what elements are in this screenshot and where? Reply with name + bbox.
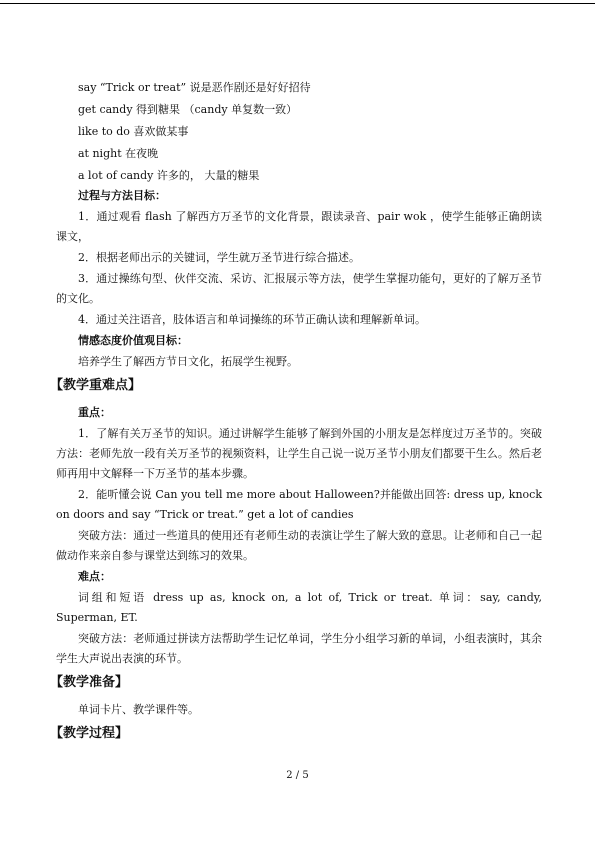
process-section-title: 【教学过程】: [50, 726, 129, 741]
document-body: [50, 78, 542, 751]
process-goal-item: 1．通过观看 flash 了解西方万圣节的文化背景，跟读录音、pair wok ，使学生能够正确朗读课文，: [56, 210, 542, 243]
process-goal-item: 4．通过关注语音，肢体语言和单词操练的环节正确认读和理解新单词。: [78, 313, 426, 326]
header-rule: [0, 3, 595, 4]
emotion-goals-heading: 情感态度价值观目标：: [78, 334, 188, 347]
key-point-item: 1．了解有关万圣节的知识。通过讲解学生能够了解到外国的小朋友是怎样度过万圣节的。突破方法：老师先放一段有关万圣节的视频资料，让学生自己说一说万圣节小朋友们都要干生么。然后老师再用中文解释一下万圣节的基本步骤。: [56, 427, 542, 480]
key-difficult-section-title: 【教学重难点】: [50, 378, 142, 393]
difficult-points-heading: 难点：: [78, 570, 111, 583]
key-point-item: 2．能听懂会说 Can you tell me more about Halloween?并能做出回答: dress up, knock on doors and say “Trick or treat.” get a lot of candies: [56, 488, 542, 521]
difficult-point-text: 词组和短语 dress up as, knock on, a lot of, Trick or treat. 单词：say, candy, Superman, ET.: [56, 591, 542, 624]
vocab-item: get candy 得到糖果 （candy 单复数一致）: [78, 103, 298, 116]
vocab-item: a lot of candy 许多的， 大量的糖果: [78, 169, 260, 182]
process-goal-item: 2．根据老师出示的关键词，学生就万圣节进行综合描述。: [78, 251, 360, 264]
key-points-heading: 重点：: [78, 406, 111, 419]
vocab-item: at night 在夜晚: [78, 147, 159, 160]
key-point-method: 突破方法：通过一些道具的使用还有老师生动的表演让学生了解大致的意思。让老师和自己一起做动作来亲自参与课堂达到练习的效果。: [56, 529, 542, 562]
difficult-point-method: 突破方法：老师通过拼读方法帮助学生记忆单词，学生分小组学习新的单词，小组表演时，其余学生大声说出表演的环节。: [56, 632, 542, 665]
page-number: 2 / 5: [286, 770, 309, 781]
vocabulary-list: [56, 78, 542, 186]
process-goals-heading: 过程与方法目标：: [78, 189, 166, 202]
vocab-item: say “Trick or treat” 说是恶作剧还是好好招待: [78, 81, 311, 94]
vocab-item: like to do 喜欢做某事: [78, 125, 189, 138]
preparation-text: 单词卡片、教学课件等。: [78, 703, 199, 716]
preparation-section-title: 【教学准备】: [50, 675, 129, 690]
emotion-goal-text: 培养学生了解西方节日文化，拓展学生视野。: [78, 355, 298, 368]
process-goal-item: 3．通过操练句型、伙伴交流、采访、汇报展示等方法，使学生掌握功能句，更好的了解万圣节的文化。: [56, 272, 542, 305]
